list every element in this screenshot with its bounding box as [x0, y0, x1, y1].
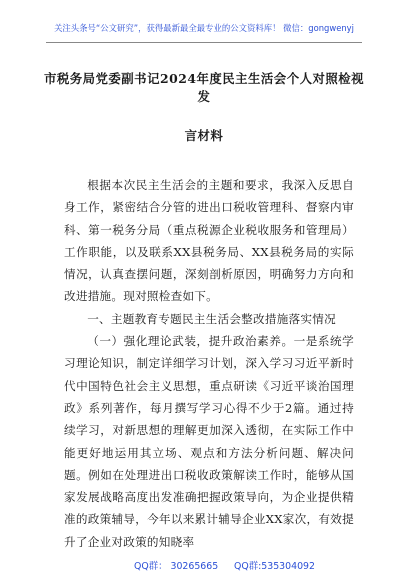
footer-qq-group-2: QQ群:535304092 [234, 561, 315, 572]
body-paragraph-intro: 根据本次民主生活会的主题和要求，我深入反思自身工作，紧密结合分管的进出口税收管理科、督察内审科、第一税务分局（重点税源企业税收服务和管理局）工作职能，以及联系XX县税务局、XX县税务局的实际情况，认真查摆问题，深刻剖析原因，明确努力方向和改进措施。现对照检查如下。 [64, 178, 354, 304]
section-heading: 一、主题教育专题民主生活会整改措施落实情况 [87, 311, 336, 326]
header-divider [46, 42, 362, 43]
document-title-line-1: 市税务局党委副书记2024年度民主生活会个人对照检视发 [43, 71, 365, 104]
body-paragraph-theory: （一）强化理论武装，提升政治素养。一是系统学习理论知识，制定详细学习计划，深入学习习近平新时代中国特色社会主义思想，重点研读《习近平谈治国理政》系列著作，每月撰写学习心得不少于2篇。通过持续学习，对新思想的理解更加深入透彻，在实际工作中能更好地运用其立场、观点和方法分析问题、解决问题。例如在处理进出口税收政策解读工作时，能够从国家发展战略高度出发准确把握政策导向，为企业提供精准的政策辅导，今年以来累计辅导企业XX家次，有效提升了企业对政策的知晓率 [64, 334, 354, 549]
document-body [64, 174, 354, 553]
document-title-line-2: 言材料 [184, 128, 224, 143]
header-notice: 关注头条号“公文研究”，获得最新最全最专业的公文资料库！ 微信：gongwenyj [54, 23, 354, 33]
footer-qq-group-1: QQ群： 30265665 [134, 561, 219, 572]
